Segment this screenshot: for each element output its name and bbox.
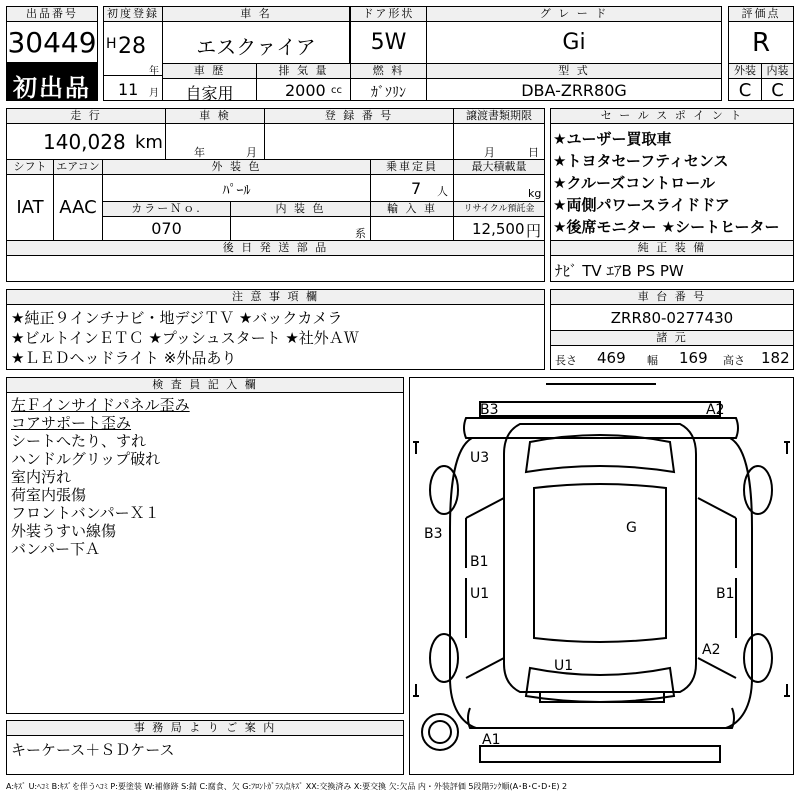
- first-listing-badge: [6, 63, 98, 101]
- interior-score-box: [761, 78, 794, 101]
- door-label: ドア形状: [350, 6, 427, 22]
- inspector-note: 外装うすい線傷: [11, 522, 117, 540]
- sales-point-item: ★クルーズコントロール: [553, 174, 715, 192]
- inspector-note: シートへたり、すれ: [11, 432, 147, 450]
- length-label: 長さ: [555, 354, 577, 367]
- exterior-score: C: [738, 80, 752, 101]
- mark-u3: U3: [470, 450, 490, 466]
- sales-point-item: ★トヨタセーフティセンス: [553, 152, 729, 170]
- fuel-value: ｶﾞｿﾘﾝ: [371, 85, 406, 101]
- load-unit: kg: [528, 187, 542, 200]
- recycle-box: [453, 216, 545, 241]
- color-code-label: カラーＮｏ.: [102, 201, 231, 217]
- height-value: 182: [761, 349, 790, 367]
- inspection-label: 車 検: [165, 108, 265, 124]
- inspector-note: 左Ｆインサイドパネル歪み: [11, 396, 190, 414]
- exterior-color-value: ﾊﾟｰﾙ: [222, 183, 251, 199]
- inspection-box: [165, 123, 265, 160]
- sales-point-item: ★両側パワースライドドア: [553, 196, 730, 214]
- exterior-color-label: 外 装 色: [102, 159, 371, 175]
- car-diagram: [409, 377, 794, 775]
- mark-b3-top: B3: [480, 402, 499, 418]
- capacity-unit: 人: [437, 185, 448, 198]
- dims-box: [550, 345, 794, 370]
- sales-points-label: セ ー ル ス ポ イ ン ト: [550, 108, 794, 124]
- lot-number: 30449: [7, 26, 97, 59]
- ac-box: [53, 174, 103, 241]
- first-listing-text: 初出品: [13, 74, 91, 102]
- score-value: R: [751, 28, 771, 58]
- registration-box: [103, 21, 163, 101]
- registration-label: 初度登録: [103, 6, 163, 22]
- load-label: 最大積載量: [453, 159, 545, 175]
- caution-box: [6, 304, 545, 370]
- transfer-day-unit: 日: [528, 146, 539, 159]
- inspection-month-unit: 月: [246, 146, 257, 159]
- capacity-value: 7: [411, 179, 422, 198]
- fuel-box: [350, 78, 427, 101]
- recycle-unit: 円: [526, 222, 542, 240]
- ac-label: エアコン: [53, 159, 103, 175]
- mileage-label: 走 行: [6, 108, 166, 124]
- color-code-box: [102, 216, 231, 241]
- interior-color-box: [230, 216, 371, 241]
- shift-box: [6, 174, 54, 241]
- recycle-label: リサイクル預託金: [453, 201, 545, 217]
- shift-label: シフト: [6, 159, 54, 175]
- import-label: 輸 入 車: [370, 201, 454, 217]
- score-label: 評価点: [728, 6, 794, 22]
- model-label: 型 式: [426, 63, 722, 79]
- equipment-box: [550, 255, 794, 282]
- history-box: [162, 78, 257, 101]
- registration-month-unit: 月: [149, 88, 159, 99]
- damage-legend: A:ｷｽﾞ U:ﾍｺﾐ B:ｷｽﾞを伴うﾍｺﾐ P:要塗装 W:補修跡 S:錆 C:腐食、欠 G:ﾌﾛﾝﾄｶﾞﾗｽ点ｷｽﾞ XX:交換済み X:要交換 欠:欠品 内・外装評価 5段階ﾗﾝｸ順(A･B･C･D･E) 2: [6, 782, 568, 791]
- mileage-value: 140,028: [43, 130, 126, 154]
- interior-color-label: 内 装 色: [230, 201, 371, 217]
- inspector-notes: [6, 392, 404, 714]
- inspector-note: バンパー下Ａ: [11, 540, 100, 558]
- displacement-value: 2000: [285, 81, 326, 100]
- length-value: 469: [597, 349, 626, 367]
- mark-b3-left: B3: [424, 526, 443, 542]
- transfer-month-unit: 月: [484, 146, 495, 159]
- inspector-note: 室内汚れ: [11, 468, 72, 486]
- inspection-year-unit: 年: [194, 146, 205, 159]
- office-box: [6, 735, 404, 775]
- mark-u1-center: U1: [554, 658, 574, 674]
- exterior-color-box: [102, 174, 371, 202]
- registration-era: H: [106, 36, 117, 52]
- grade-label: グ レ ー ド: [426, 6, 722, 22]
- sales-points-box: [550, 123, 794, 241]
- inspector-note: ハンドルグリップ破れ: [11, 450, 161, 468]
- mileage-box: [6, 123, 166, 160]
- car-outline-svg: [410, 378, 793, 774]
- mark-a2-top: A2: [706, 402, 725, 418]
- plate-label: 登 録 番 号: [264, 108, 454, 124]
- history-label: 車 歴: [162, 63, 257, 79]
- door-box: [350, 21, 427, 64]
- model-box: [426, 78, 722, 101]
- mark-b1-right: B1: [716, 586, 735, 602]
- history-value: 自家用: [185, 84, 234, 103]
- mark-a2-right: A2: [702, 642, 721, 658]
- displacement-unit: cc: [331, 85, 342, 96]
- caution-label: 注 意 事 項 欄: [6, 289, 545, 305]
- mark-a1: A1: [482, 732, 501, 748]
- inspector-label: 検 査 員 記 入 欄: [6, 377, 404, 393]
- mark-u1-left: U1: [470, 586, 490, 602]
- chassis-value: ZRR80-0277430: [610, 309, 734, 327]
- capacity-label: 乗車定員: [370, 159, 454, 175]
- sales-point-item: ★後席モニター ★シートヒーター: [553, 218, 780, 236]
- caution-line: ★ＬＥＤヘッドライト ※外品あり: [11, 349, 237, 367]
- registration-year-unit: 年: [149, 66, 159, 77]
- width-value: 169: [679, 349, 708, 367]
- fuel-label: 燃 料: [350, 63, 427, 79]
- model-value: DBA-ZRR80G: [521, 81, 627, 100]
- capacity-box: [370, 174, 454, 202]
- sales-point-item: ★ユーザー買取車: [553, 130, 672, 148]
- office-label: 事 務 局 よ り ご 案 内: [6, 720, 404, 736]
- interior-score: C: [771, 80, 784, 101]
- color-code-value: 070: [151, 219, 182, 238]
- caution-line: ★ビルトインＥＴＣ ★プッシュスタート ★社外ＡＷ: [11, 329, 359, 347]
- later-parts-label: 後 日 発 送 部 品: [6, 240, 545, 256]
- interior-score-label: 内装: [761, 63, 794, 79]
- inspector-note: フロントバンパーＸ１: [11, 504, 160, 522]
- lot-number-label: 出品番号: [6, 6, 98, 22]
- exterior-score-label: 外装: [728, 63, 762, 79]
- equipment-value: ﾅﾋﾞ TV ｴｱB PS PW: [555, 262, 684, 280]
- grade-value: Gi: [562, 30, 586, 55]
- ac-value: AAC: [59, 197, 97, 218]
- later-parts-box: [6, 255, 545, 282]
- transfer-label: 譲渡書類期限: [453, 108, 545, 124]
- shift-value: IAT: [16, 197, 44, 218]
- displacement-label: 排 気 量: [256, 63, 351, 79]
- recycle-value: 12,500: [472, 220, 525, 238]
- chassis-box: [550, 304, 794, 331]
- transfer-box: [453, 123, 545, 160]
- car-name-label: 車 名: [162, 6, 350, 22]
- mark-g: G: [626, 520, 637, 536]
- exterior-score-box: [728, 78, 762, 101]
- chassis-label: 車 台 番 号: [550, 289, 794, 305]
- height-label: 高さ: [723, 354, 745, 367]
- interior-color-unit: 系: [355, 227, 366, 240]
- dims-label: 諸 元: [550, 330, 794, 346]
- mark-b1-left: B1: [470, 554, 489, 570]
- equipment-label: 純 正 装 備: [550, 240, 794, 256]
- import-box: [370, 216, 454, 241]
- score-box: [728, 21, 794, 64]
- door-value: 5W: [370, 30, 407, 55]
- width-label: 幅: [647, 354, 658, 367]
- lot-number-box: [6, 21, 98, 63]
- inspector-note: コアサポート歪み: [11, 414, 132, 432]
- load-box: [453, 174, 545, 202]
- mileage-unit: km: [135, 132, 163, 153]
- caution-line: ★純正９インチナビ・地デジＴＶ ★バックカメラ: [11, 309, 343, 327]
- registration-year: 28: [118, 34, 146, 59]
- car-name-box: [162, 21, 350, 64]
- grade-box: [426, 21, 722, 64]
- inspector-note: 荷室内張傷: [11, 486, 87, 504]
- office-value: キーケース＋ＳＤケース: [11, 741, 175, 759]
- registration-month: 11: [118, 80, 139, 99]
- car-name: エスクァイア: [196, 35, 316, 59]
- displacement-box: [256, 78, 351, 101]
- plate-box: [264, 123, 454, 160]
